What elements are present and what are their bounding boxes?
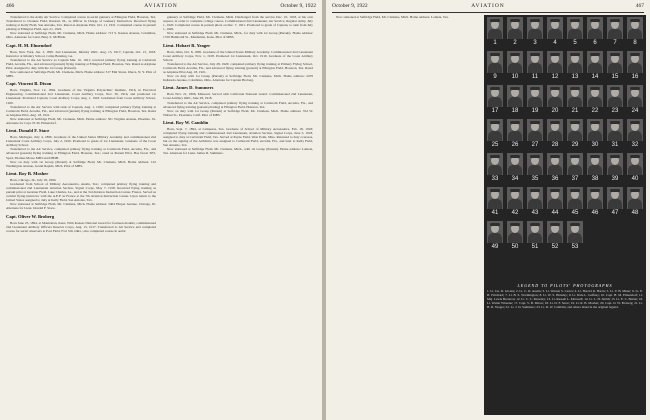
pilot-photo xyxy=(507,221,523,243)
legend-title: LEGEND TO PILOTS' PHOTOGRAPHS xyxy=(517,283,613,288)
entry-paragraph: Born, Chicago, Ill., July 18, 1890. xyxy=(10,177,57,182)
photo-number: 41 xyxy=(491,210,499,216)
pilot-photo xyxy=(507,51,523,73)
left-journal-title: AVIATION xyxy=(144,3,178,9)
entry-paragraph: Now stationed at Selfridge Field, Mt. Clemens, Mich. Home address: 317 Elm Street, Ithaca, N. Y. Pilot of MBS. xyxy=(6,70,156,79)
entry-paragraph: Born, Sept. 7, 1894, at Lampasas, Tex. Graduate of School of Military Aeronautics, Feb. 18, 1918; completed flying training and commissioned 2nd Lieutenant, Aviation Section, Signal Corps, June 5, 1918, assigned to duty at Carlstrom Field, Tex. Served at Payne Field, West Point, Miss. Returned to duty overseas, but on the signing of the Armistice was assigned to Carlstrom Field, Arcadia, Fla., and later to Kelly Field, San Antonio, Tex. xyxy=(163,126,313,148)
biography-entry xyxy=(6,43,156,79)
photo-number: 10 xyxy=(511,74,519,80)
right-page-number: 467 xyxy=(635,3,644,9)
pilot-photo xyxy=(547,51,563,73)
entry-heading: Lieut. James D. Summers xyxy=(163,85,214,91)
entry-heading: Capt. Oliver W. Broberg xyxy=(6,213,55,219)
entry-heading: Capt. H. M. Elmendorf xyxy=(6,42,52,48)
pilot-photo xyxy=(527,51,543,73)
pilot-photo xyxy=(507,119,523,141)
entry-paragraph: Now on duty with 1st Group (Pursuit) at Selfridge Field, Mt. Clemens, Mich. Home address: 354 W. Walnut St., Pasadena, Calif. Pilot of MBS. xyxy=(163,108,313,117)
entry-heading: Lieut. Roy B. Mosher xyxy=(6,170,49,176)
photo-number: 23 xyxy=(611,108,619,114)
photo-number: 37 xyxy=(571,176,579,182)
pilot-photo xyxy=(567,85,583,107)
entry-paragraph: Transferred to the Air Service with rank of Captain, Aug. 1, 1920; completed primary flying training at Carlstrom Field, Arcadia, Fla., and advanced (pursuit) flying training at Ellington Field, Houston, Tex. Rated as Airplane Pilot, Aug. 18, 1921. xyxy=(6,104,156,117)
entry-paragraph: Transferred to the Air Service, July 28, 1920; completed primary flying training at Primary Flying School, Carlstrom Field, Arcadia, Fla., and advanced flying training (pursuit) at Ellington Field, Houston, Tex. Rated as Airplane Pilot Aug. 18, 1921. xyxy=(163,61,313,75)
pilot-photo xyxy=(547,119,563,141)
pilot-photo xyxy=(627,153,643,175)
photo-number: 47 xyxy=(611,210,619,216)
biography-entry xyxy=(6,15,156,40)
photo-number: 40 xyxy=(631,176,639,182)
photo-number: 53 xyxy=(571,244,579,250)
entry-paragraph: Born, Michigan, July 4, 1896. Graduate of the United States Military Academy and commissioned 2nd Lieutenant Coast Artillery Corps, July 2, 1920. Promoted to grade of 1st Lieutenant. Graduate of the Coast Artillery School. xyxy=(6,135,156,148)
pilot-photo xyxy=(607,17,623,39)
entry-paragraph: Now stationed at Selfridge Field, Mt. Clemens, Mich. Home address: Lometa, Tex. xyxy=(336,15,449,19)
entry-paragraph: Transferred to the Air Service, completed primary flying training at Carlstrom Field, Arcadia, Fla., and advanced (pursuit) flying training at Ellington Field, Houston, Tex.; rated as Pursuit Pilot. Has flown SE5, Spad, Thomas Morse MB3 and DH4B. xyxy=(6,147,156,160)
photo-number: 3 xyxy=(533,40,537,46)
biography-entry xyxy=(163,43,313,83)
photo-number: 6 xyxy=(593,40,597,46)
photo-number: 18 xyxy=(511,108,519,114)
photo-number: 22 xyxy=(591,108,599,114)
right-journal-title: AVIATION xyxy=(471,3,505,9)
photo-number: 49 xyxy=(491,244,499,250)
photo-number: 20 xyxy=(551,108,559,114)
pilot-photo xyxy=(547,187,563,209)
photo-number: 45 xyxy=(571,210,579,216)
pilot-photo xyxy=(487,17,503,39)
biography-entry xyxy=(332,15,480,19)
pilot-photo xyxy=(607,153,623,175)
photo-number: 52 xyxy=(551,244,559,250)
photo-number: 36 xyxy=(551,176,559,182)
entry-paragraph: Now stationed at Selfridge Field, Mt. Clemens, Mich., with 1st Group (Pursuit). Home address: Lometa, Tex. Alternate for Lieut. James D. Summers. xyxy=(163,147,313,156)
pilot-photo xyxy=(487,153,503,175)
legend-text: 1. Lt. Jas. D. Givens; 2. Lt. C. D. Austin; 3. Lt. Warren S. Carter; 4. Lt. Harold R. Harris; 5. Lt. V. B. Miner; 6. Lt. E. H. Pritchard; 7. Lt. B. S. Worthington; 8. Lt. W. S. Hensley; 9. Lt. Dale L. Gaffney; 10. Capt. H. M. Elmendorf; 11. Maj. Lewis Brereton; 12. Lt. C. C. Moseley; 13. Lt. Russell L. Maxwell; 14. Lt. L. H. Smith; 15. Lt. E. C. Batten; 16. Lt. Walter Wheeler; 17. Capt. V. B. Dixon; 18. Lt. D. F. Stace; 19. Lt. R. B. Mosher; 20. Capt. O. W. Broberg; 21. Lt. H. R. Yeager; 22. Lt. J. D. Summers; 23. Lt. R. W. Camblin; and others listed in the original legend. xyxy=(487,289,643,310)
right-column-text xyxy=(332,15,480,22)
pilot-photo xyxy=(567,51,583,73)
pilot-photo xyxy=(627,51,643,73)
pilot-photo xyxy=(487,85,503,107)
right-issue-date: October 9, 1922 xyxy=(332,3,368,9)
photo-number: 32 xyxy=(631,142,639,148)
photo-number: 25 xyxy=(491,142,499,148)
photo-number: 26 xyxy=(511,142,519,148)
entry-paragraph: Born, Virginia, Nov. 12, 1894. Graduate of the Virginia Polytechnic Institute, 1916, in Electrical Engineering. Commissioned 2nd Lieutenant, Coast Artillery Corps, Nov. 30, 1916, and promoted 1st Lieutenant. Promoted Captain, Coast Artillery Corps, Aug. 1, 1918. Graduated from Coast Artillery School, 1920. xyxy=(6,88,156,105)
pilot-photo xyxy=(587,85,603,107)
pilot-photo xyxy=(587,119,603,141)
biography-entry xyxy=(163,120,313,156)
entry-heading: Lieut. Hobart R. Yeager xyxy=(163,42,211,48)
photo-number: 30 xyxy=(591,142,599,148)
pilot-photo xyxy=(567,153,583,175)
pilot-photo xyxy=(487,51,503,73)
left-page xyxy=(0,0,322,420)
pilot-photo xyxy=(567,221,583,243)
pilot-photo xyxy=(547,153,563,175)
photo-number: 2 xyxy=(513,40,517,46)
entry-heading: Lieut. Roy W. Camblin xyxy=(163,119,209,125)
biography-entry xyxy=(163,85,313,117)
biography-entry xyxy=(6,128,156,168)
pilot-photo xyxy=(607,85,623,107)
pilot-photo xyxy=(507,17,523,39)
pilot-photo xyxy=(627,85,643,107)
photo-number: 7 xyxy=(613,40,617,46)
pilot-photo xyxy=(487,119,503,141)
photo-number: 27 xyxy=(531,142,539,148)
pilot-photo xyxy=(607,187,623,209)
photo-number: 19 xyxy=(531,108,539,114)
pilot-photo xyxy=(587,153,603,175)
photo-number: 8 xyxy=(633,40,637,46)
photo-number: 13 xyxy=(571,74,579,80)
pilot-photo xyxy=(547,17,563,39)
photo-number: 46 xyxy=(591,210,599,216)
pilot-photo xyxy=(527,119,543,141)
pilot-photo xyxy=(567,187,583,209)
photo-number: 24 xyxy=(631,108,639,114)
photo-number: 12 xyxy=(551,74,559,80)
photo-number: 42 xyxy=(511,210,519,216)
entry-paragraph: Graduated from School of Military Aeronautics, Austin, Tex.; completed primary flying training and commissioned 2nd Lieutenant Aviation Section, Signal Corps, May 7, 1918. Received flying training as pursuit pilot at Gerstner Field, Lake Charles, La., and at the 3rd Aviation Instruction Center, France. Served as combat flying instructor with the A.E.F. in France at the 7th Aviation Instruction Center. Upon return to the United States assigned to duty at Kelly Field, San Antonio, Tex. xyxy=(6,181,156,203)
entry-paragraph: Now stationed at Selfridge Field, Mt. Clemens, Mich. Home address: 3404 Harper Avenue, Chicago, Ill. Alternate for Lieut. Donald F. Stace. xyxy=(6,202,156,211)
pilot-photo xyxy=(547,85,563,107)
biography-entry xyxy=(6,81,156,125)
left-issue-date: October 9, 1922 xyxy=(280,3,316,9)
biography-entry xyxy=(6,214,156,233)
pilot-photo xyxy=(527,17,543,39)
entry-paragraph: Now on duty with 1st Group (Pursuit) at Selfridge Field, Mt. Clemens, Mich. Home address: 122 Washington Avenue, Grand Rapids, Mich. Pilot of MBS. xyxy=(6,159,156,168)
entry-paragraph: Transferred to the Air Service, completed primary flying training at Carlstrom Field, Arcadia, Fla., and advanced flying training (pursuit piloting) at Ellington Field, Houston, Tex. xyxy=(163,100,313,109)
photo-number: 11 xyxy=(531,74,539,80)
pilot-photo xyxy=(587,51,603,73)
photo-number: 31 xyxy=(611,142,619,148)
photo-number: 33 xyxy=(491,176,499,182)
photo-number: 21 xyxy=(571,108,579,114)
photo-number: 1 xyxy=(493,40,497,46)
entry-paragraph: gunnery at Selfridge Field, Mt. Clemens, Mich. Discharged from the service Dec. 10, 1918, at his own request, in order to complete college course. Commissioned 2nd Lieutenant, Air Service, Regular Army, July 1, 1920. Completed course in pursuit pilots on Dec. 7, 1921. Promoted to grade of Captain, to rank from July 1, 1920. xyxy=(163,15,313,32)
biography-entry xyxy=(6,171,156,211)
photo-number: 15 xyxy=(611,74,619,80)
right-page xyxy=(326,0,650,420)
photo-number: 34 xyxy=(511,176,519,182)
photo-legend xyxy=(487,284,643,310)
pilot-photo xyxy=(627,119,643,141)
photo-number: 16 xyxy=(631,74,639,80)
right-header-rule xyxy=(332,12,644,13)
photo-number: 14 xyxy=(591,74,599,80)
photo-number: 28 xyxy=(551,142,559,148)
photo-number: 4 xyxy=(553,40,557,46)
pilot-photo xyxy=(567,119,583,141)
pilot-photo xyxy=(547,221,563,243)
pilot-photo xyxy=(487,187,503,209)
pilot-photo xyxy=(507,153,523,175)
left-header-rule xyxy=(6,12,316,13)
pilot-photo xyxy=(567,17,583,39)
pilot-photo xyxy=(527,153,543,175)
entry-paragraph: Now stationed at Selfridge Field, Mt. Clemens, Mich. Home address: 713 S. Kansas Avenue, Columbus, Ohio. Alternate for Lieut. Benj. S. McBride. xyxy=(6,31,156,40)
photo-number: 38 xyxy=(591,176,599,182)
pilot-photo xyxy=(607,119,623,141)
pilot-photo xyxy=(507,85,523,107)
entry-paragraph: Born Nov. 21, 1896, Missouri. Served with California National Guard. Commissioned 2nd Lieutenant, Coast Artillery ORC, June 28, 1918. xyxy=(163,92,313,101)
entry-paragraph: Born, New York, Jan. 3, 1895. 2nd Lieutenant, Infantry ORC. Aug. 15, 1917; Captain, Oct. 15, 1918. Instructor at Infantry School, Camp Benning, Ga. xyxy=(6,49,156,58)
photo-number: 39 xyxy=(611,176,619,182)
photo-number: 5 xyxy=(573,40,577,46)
photo-number: 17 xyxy=(491,108,499,114)
photo-number: 35 xyxy=(531,176,539,182)
pilot-photo xyxy=(527,221,543,243)
photo-number: 50 xyxy=(511,244,519,250)
pilot-photo xyxy=(587,187,603,209)
photo-number: 9 xyxy=(493,74,497,80)
biography-entry xyxy=(163,15,313,40)
pilot-photo xyxy=(627,17,643,39)
pilot-photo-grid xyxy=(484,15,646,415)
entry-paragraph: Now stationed at Selfridge Field, Mt. Clemens, Mich., for duty with 1st Group (Pursuit). Home address: 1729 Humboldt St., Manhattan, Kans. Pilot of MBS. xyxy=(163,31,313,40)
entry-paragraph: Now stationed at Selfridge Field, Mt. Clemens, Mich. Home address: 501 Virginia Avenue, Phoebus, Va. Alternate for Capt. H. M. Elmendorf. xyxy=(6,116,156,125)
left-page-number: 466 xyxy=(6,3,15,9)
left-column-2 xyxy=(163,15,313,159)
photo-number: 43 xyxy=(531,210,539,216)
pilot-photo xyxy=(527,187,543,209)
pilot-photo xyxy=(607,51,623,73)
pilot-photo xyxy=(487,221,503,243)
entry-paragraph: Born June 25, 1894, at Manhattan, Kans. With Kansas National Guard for fourteen months; commissioned 2nd Lieutenant Artillery Officers Reserve Corps, Aug. 15, 1917. Transferred to Air Service and completed course for aerial observers at Post Field, Fort Sill, Okla.; also completed course in aerial xyxy=(6,220,156,233)
entry-paragraph: Now on duty with 1st Group (Pursuit) at Selfridge Field, Mt. Clemens, Mich. Home address: 2479 Indianola Avenue, Columbus, Ohio. Alternate for Captain Broberg. xyxy=(163,74,313,83)
entry-paragraph: Transferred to the Army Air Service. Completed course in aerial gunnery at Ellington Field, Houston, Tex. Transferred to Chanute Field, Rantoul, Ill., as Officer in Charge of Gunnery Instruction. Received flying training at Kelly Field, San Antonio, Tex. Rated as Airplane Pilot, Oct. 11, 1921. Completed course in pursuit piloting at Ellington Field, Apr. 21, 1922. xyxy=(6,15,156,32)
entry-heading: Capt. Vincent B. Dixon xyxy=(6,81,52,87)
photo-number: 29 xyxy=(571,142,579,148)
photo-number: 48 xyxy=(631,210,639,216)
photo-number: 44 xyxy=(551,210,559,216)
entry-heading: Lieut. Donald F. Stace xyxy=(6,128,50,134)
pilot-photo xyxy=(527,85,543,107)
pilot-photo xyxy=(587,17,603,39)
entry-paragraph: Born, Ohio, Oct. 8, 1895. Graduate of the United States Military Academy. Commissioned 2nd Lieutenant Coast Artillery Corps, Nov. 1, 1918. Promoted 1st Lieutenant, Oct. 1919. Graduate of the Coast Artillery School. xyxy=(163,49,313,62)
pilot-photo xyxy=(507,187,523,209)
photo-number: 51 xyxy=(531,244,539,250)
left-column-1 xyxy=(6,15,156,236)
entry-paragraph: Transferred to the Air Service as Captain Mar. 10, 1921; received primary flying training at Carlstrom Field, Arcadia, Fla., and advanced (pursuit) flying training at Ellington Field, Houston, Tex. Rated as Airplane Pilot. Assigned to duty with the 1st Group (Pursuit). xyxy=(6,57,156,70)
pilot-photo xyxy=(627,187,643,209)
